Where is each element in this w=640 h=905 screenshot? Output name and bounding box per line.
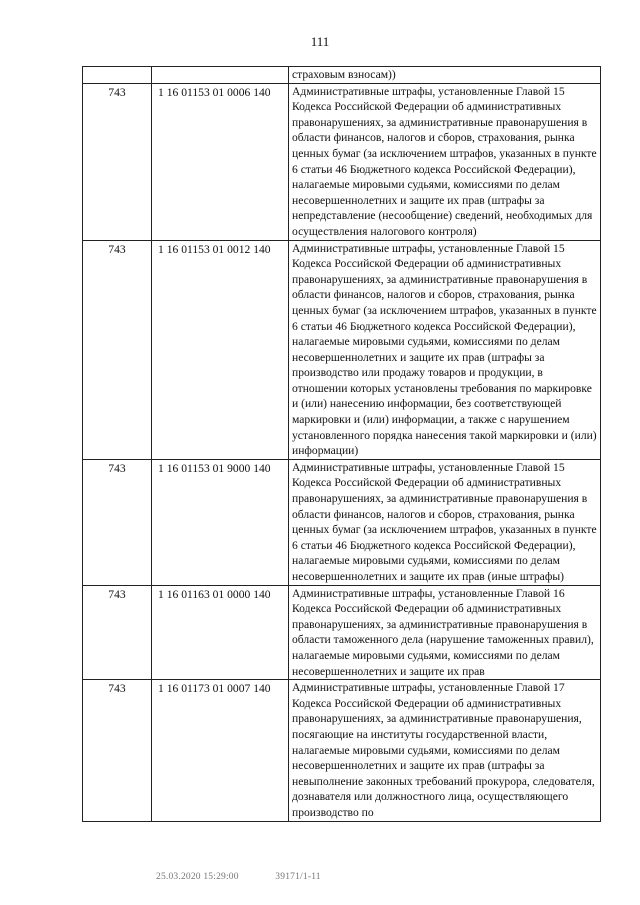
kbk-code-cell <box>152 67 289 84</box>
table-row <box>83 240 601 459</box>
table-row <box>83 67 601 84</box>
kbk-code-cell: 1 16 01153 01 9000 140 <box>152 459 289 585</box>
footer-doc-id: 39171/1-11 <box>275 872 321 882</box>
budget-codes-table <box>82 66 601 822</box>
admin-code-cell: 743 <box>83 585 152 680</box>
footer-stamp <box>156 872 355 882</box>
admin-code-cell: 743 <box>83 459 152 585</box>
admin-code-cell: 743 <box>83 680 152 821</box>
table-row <box>83 83 601 240</box>
table-row <box>83 585 601 680</box>
table-row <box>83 680 601 821</box>
kbk-code-cell: 1 16 01163 01 0000 140 <box>152 585 289 680</box>
description-cell: Административные штрафы, установленные Главой 17 Кодекса Российской Федерации об административных правонарушениях, за административные правонарушения, посягающие на институты государственной власти, налагаемые мировыми судьями, комиссиями по делам несовершеннолетних и защите их прав (штрафы за невыполнение законных требований прокурора, следователя, дознавателя или должностного лица, осуществляющего производство по <box>289 680 601 821</box>
page-number: 111 <box>310 34 330 49</box>
description-cell: Административные штрафы, установленные Главой 15 Кодекса Российской Федерации об административных правонарушениях, за административные правонарушения в области финансов, налогов и сборов, страхования, рынка ценных бумаг (за исключением штрафов, указанных в пункте 6 статьи 46 Бюджетного кодекса Российской Федерации), налагаемые мировыми судьями, комиссиями по делам несовершеннолетних и защите их прав (штрафы за производство или продажу товаров и продукции, в отношении которых установлены требования по маркировке и (или) нанесению информации, без соответствующей маркировки и (или) информации, а также с нарушением установленного порядка нанесения такой маркировки и (или) информации) <box>289 240 601 459</box>
description-cell: страховым взносам)) <box>289 67 601 84</box>
footer-timestamp: 25.03.2020 15:29:00 <box>156 872 239 882</box>
admin-code-cell: 743 <box>83 240 152 459</box>
table-row <box>83 459 601 585</box>
admin-code-cell: 743 <box>83 83 152 240</box>
admin-code-cell <box>83 67 152 84</box>
kbk-code-cell: 1 16 01153 01 0012 140 <box>152 240 289 459</box>
description-cell: Административные штрафы, установленные Главой 16 Кодекса Российской Федерации об административных правонарушениях, за административные правонарушения в области таможенного дела (нарушение таможенных правил), налагаемые мировыми судьями, комиссиями по делам несовершеннолетних и защите их прав <box>289 585 601 680</box>
kbk-code-cell: 1 16 01153 01 0006 140 <box>152 83 289 240</box>
description-cell: Административные штрафы, установленные Главой 15 Кодекса Российской Федерации об административных правонарушениях, за административные правонарушения в области финансов, налогов и сборов, страхования, рынка ценных бумаг (за исключением штрафов, указанных в пункте 6 статьи 46 Бюджетного кодекса Российской Федерации), налагаемые мировыми судьями, комиссиями по делам несовершеннолетних и защите их прав (иные штрафы) <box>289 459 601 585</box>
kbk-code-cell: 1 16 01173 01 0007 140 <box>152 680 289 821</box>
description-cell: Административные штрафы, установленные Главой 15 Кодекса Российской Федерации об административных правонарушениях, за административные правонарушения в области финансов, налогов и сборов, страхования, рынка ценных бумаг (за исключением штрафов, указанных в пункте 6 статьи 46 Бюджетного кодекса Российской Федерации), налагаемые мировыми судьями, комиссиями по делам несовершеннолетних и защите их прав (штрафы за непредставление (несообщение) сведений, необходимых для осуществления налогового контроля) <box>289 83 601 240</box>
